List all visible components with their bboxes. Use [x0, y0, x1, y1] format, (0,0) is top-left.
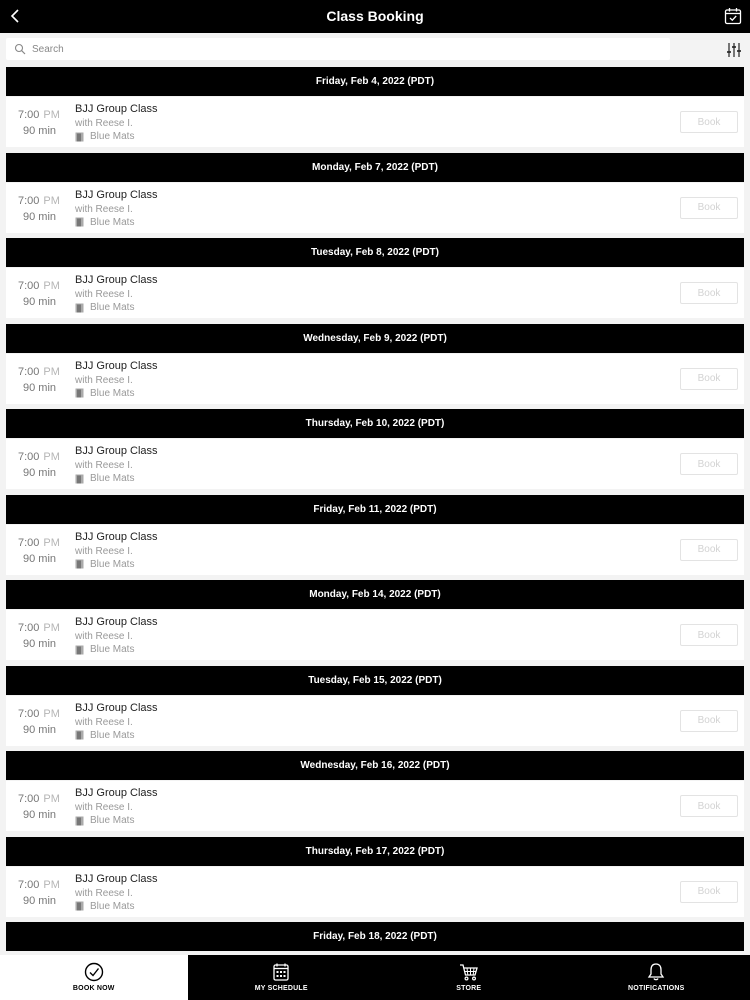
class-name: BJJ Group Class — [75, 445, 158, 457]
class-name: BJJ Group Class — [75, 701, 158, 714]
door-icon — [75, 901, 84, 911]
door-icon — [75, 645, 84, 655]
class-time: 7:00 PM — [18, 280, 60, 292]
door-icon — [75, 388, 84, 398]
book-button[interactable]: Book — [680, 795, 738, 817]
class-row[interactable] — [6, 867, 744, 917]
tab-label: MY SCHEDULE — [254, 985, 308, 992]
class-location: Blue Mats — [75, 644, 134, 655]
class-row[interactable] — [6, 97, 744, 147]
day-header: Friday, Feb 18, 2022 (PDT) — [6, 922, 744, 951]
day-section — [6, 409, 744, 495]
class-row[interactable] — [6, 439, 744, 489]
page-title: Class Booking — [326, 8, 424, 24]
day-section — [6, 666, 744, 752]
tab-label: BOOK NOW — [72, 985, 115, 992]
class-name: BJJ Group Class — [75, 274, 158, 286]
class-row[interactable] — [6, 781, 744, 831]
day-section — [6, 751, 744, 837]
class-name: BJJ Group Class — [75, 103, 158, 115]
class-list[interactable] — [6, 67, 744, 954]
search-icon — [14, 43, 26, 55]
class-instructor: with Reese I. — [75, 887, 133, 899]
day-section — [6, 922, 744, 954]
day-section — [6, 153, 744, 239]
filter-button[interactable] — [726, 42, 742, 58]
tab-label: NOTIFICATIONS — [627, 985, 685, 992]
class-time: 7:00 PM — [18, 536, 60, 549]
top-bar — [0, 0, 750, 33]
tab-book-now[interactable] — [0, 955, 188, 1000]
search-row — [0, 33, 750, 65]
class-instructor: with Reese I. — [75, 203, 133, 215]
search-input[interactable] — [32, 44, 632, 55]
class-name: BJJ Group Class — [75, 359, 158, 372]
class-location: Blue Mats — [75, 131, 134, 142]
class-location: Blue Mats — [75, 302, 134, 313]
class-row[interactable] — [6, 268, 744, 318]
class-name: BJJ Group Class — [75, 188, 158, 201]
class-duration: 90 min — [23, 809, 57, 821]
bell-icon — [646, 962, 666, 982]
search-box[interactable] — [6, 38, 670, 60]
day-header: Thursday, Feb 10, 2022 (PDT) — [6, 409, 744, 438]
day-header: Monday, Feb 14, 2022 (PDT) — [6, 580, 744, 609]
day-section — [6, 238, 744, 324]
door-icon — [75, 217, 84, 227]
class-time: 7:00 PM — [18, 793, 60, 805]
book-button[interactable]: Book — [680, 710, 738, 732]
day-header: Tuesday, Feb 8, 2022 (PDT) — [6, 238, 744, 267]
day-header: Wednesday, Feb 16, 2022 (PDT) — [6, 751, 744, 780]
class-duration: 90 min — [23, 210, 57, 223]
tab-notifications[interactable] — [563, 955, 750, 1000]
class-instructor: with Reese I. — [75, 289, 133, 300]
class-location: Blue Mats — [75, 815, 134, 826]
tab-store[interactable] — [375, 955, 563, 1000]
class-time: 7:00 PM — [18, 365, 60, 378]
day-header: Friday, Feb 11, 2022 (PDT) — [6, 495, 744, 524]
class-instructor: with Reese I. — [75, 545, 133, 557]
calendar-check-icon — [724, 7, 742, 25]
door-icon — [75, 303, 84, 313]
class-row[interactable] — [6, 696, 744, 746]
day-header: Wednesday, Feb 9, 2022 (PDT) — [6, 324, 744, 353]
class-duration: 90 min — [23, 467, 57, 479]
class-name: BJJ Group Class — [75, 616, 158, 628]
class-instructor: with Reese I. — [75, 118, 133, 129]
class-time: 7:00 PM — [18, 194, 60, 207]
class-row[interactable] — [6, 354, 744, 404]
class-time: 7:00 PM — [18, 878, 60, 891]
class-row[interactable] — [6, 183, 744, 233]
class-name: BJJ Group Class — [75, 530, 158, 543]
class-location: Blue Mats — [75, 217, 134, 228]
day-section — [6, 837, 744, 923]
cart-icon — [459, 962, 479, 982]
bottom-nav — [0, 955, 750, 1000]
door-icon — [75, 132, 84, 142]
class-location: Blue Mats — [75, 559, 134, 570]
class-location: Blue Mats — [75, 730, 134, 741]
door-icon — [75, 474, 84, 484]
class-row[interactable] — [6, 525, 744, 575]
day-header: Tuesday, Feb 15, 2022 (PDT) — [6, 666, 744, 695]
schedule-calendar-icon — [271, 962, 291, 982]
book-button[interactable]: Book — [680, 197, 738, 219]
day-section — [6, 324, 744, 410]
filter-sliders-icon — [726, 42, 742, 58]
door-icon — [75, 730, 84, 740]
door-icon — [75, 559, 84, 569]
class-time: 7:00 PM — [18, 451, 60, 463]
class-duration: 90 min — [23, 723, 57, 736]
class-duration: 90 min — [23, 894, 57, 907]
book-button[interactable]: Book — [680, 282, 738, 304]
class-duration: 90 min — [23, 381, 57, 394]
class-location: Blue Mats — [75, 901, 134, 912]
class-duration: 90 min — [23, 125, 57, 137]
class-duration: 90 min — [23, 552, 57, 565]
book-button[interactable]: Book — [680, 368, 738, 390]
class-instructor: with Reese I. — [75, 802, 133, 813]
class-location: Blue Mats — [75, 388, 134, 399]
class-location: Blue Mats — [75, 473, 134, 484]
day-section — [6, 495, 744, 581]
book-button[interactable]: Book — [680, 624, 738, 646]
day-header: Monday, Feb 7, 2022 (PDT) — [6, 153, 744, 182]
class-row[interactable] — [6, 610, 744, 660]
class-duration: 90 min — [23, 638, 57, 650]
class-instructor: with Reese I. — [75, 460, 133, 471]
door-icon — [75, 816, 84, 826]
class-time: 7:00 PM — [18, 707, 60, 720]
calendar-button[interactable] — [724, 7, 742, 25]
book-button[interactable]: Book — [680, 881, 738, 903]
book-button[interactable]: Book — [680, 453, 738, 475]
class-name: BJJ Group Class — [75, 787, 158, 799]
check-circle-icon — [84, 962, 104, 982]
class-instructor: with Reese I. — [75, 716, 133, 728]
book-button[interactable]: Book — [680, 539, 738, 561]
class-duration: 90 min — [23, 296, 57, 308]
class-time: 7:00 PM — [18, 622, 60, 634]
day-header: Thursday, Feb 17, 2022 (PDT) — [6, 837, 744, 866]
class-time: 7:00 PM — [18, 109, 60, 121]
tab-label: STORE — [456, 985, 482, 992]
day-section — [6, 580, 744, 666]
book-button[interactable]: Book — [680, 111, 738, 133]
day-header: Friday, Feb 4, 2022 (PDT) — [6, 67, 744, 96]
day-section — [6, 67, 744, 153]
class-instructor: with Reese I. — [75, 374, 133, 386]
tab-my-schedule[interactable] — [188, 955, 376, 1000]
class-instructor: with Reese I. — [75, 631, 133, 642]
class-name: BJJ Group Class — [75, 872, 158, 885]
